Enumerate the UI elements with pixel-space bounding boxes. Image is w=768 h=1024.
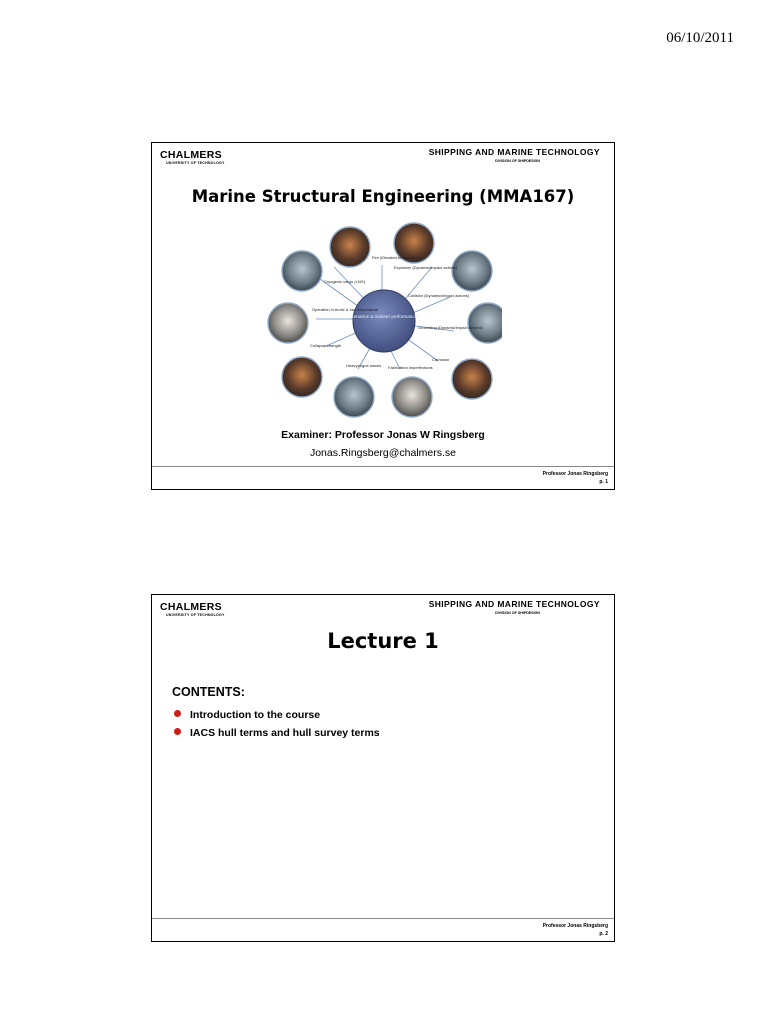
label-collapse: Collapse strength	[310, 343, 342, 348]
division-name: DIVISION OF SHIPDESIGN	[495, 159, 540, 163]
photo-corrosion	[452, 359, 492, 399]
photo-collapse	[282, 357, 322, 397]
photo-arctic	[268, 303, 308, 343]
list-item-text: Introduction to the course	[190, 709, 321, 721]
center-node-label: Scenarios & mariner performances	[348, 314, 420, 319]
label-lng: Cryogenic cargo (LNG)	[324, 279, 366, 284]
photo-fabrication	[392, 377, 432, 417]
footer-page-number: p. 1	[599, 479, 608, 485]
label-grounding: Grounding (Dynamic/impact actions)	[418, 325, 483, 330]
list-item	[172, 709, 380, 727]
center-node	[353, 290, 415, 352]
photo-grounding	[468, 303, 502, 343]
slide-footer	[152, 918, 614, 941]
slide-title: Marine Structural Engineering (MMA167)	[191, 187, 575, 206]
label-arctic: Operation in Arctic & low temperature	[312, 307, 379, 312]
contents-heading: CONTENTS:	[172, 685, 245, 699]
slide-title: Lecture 1	[327, 629, 439, 653]
examiner-email[interactable]: Jonas.Ringsberg@chalmers.se	[309, 447, 457, 459]
chalmers-logo-subtitle: UNIVERSITY OF TECHNOLOGY	[166, 613, 225, 617]
bullet-icon	[174, 728, 181, 735]
contents-list	[172, 709, 380, 745]
photo-fire	[330, 227, 370, 267]
label-corrosion: Corrosion	[432, 357, 450, 362]
slide-2	[151, 594, 615, 942]
chalmers-logo: CHALMERS	[160, 149, 222, 161]
examiner-line: Examiner: Professor Jonas W Ringsberg	[281, 429, 485, 441]
list-item	[172, 727, 380, 745]
photo-lng	[282, 251, 322, 291]
slide-1	[151, 142, 615, 490]
chalmers-logo: CHALMERS	[160, 601, 222, 613]
label-rogue-waves: Heavy/rogue waves	[346, 363, 382, 368]
slide-footer	[152, 466, 614, 489]
label-collision: Collision (Dynamic/impact actions)	[408, 293, 470, 298]
footer-author: Professor Jonas Ringsberg	[542, 471, 608, 477]
page-date: 06/10/2011	[666, 30, 734, 46]
slide-header	[152, 595, 614, 623]
photo-rogue-waves	[334, 377, 374, 417]
footer-page-number: p. 2	[599, 931, 608, 937]
department-name: SHIPPING AND MARINE TECHNOLOGY	[428, 147, 600, 157]
list-item-text: IACS hull terms and hull survey terms	[190, 727, 380, 739]
footer-author: Professor Jonas Ringsberg	[542, 923, 608, 929]
label-fabrication: Fabrication imperfections	[388, 365, 433, 370]
division-name: DIVISION OF SHIPDESIGN	[495, 611, 540, 615]
bullet-icon	[174, 710, 181, 717]
scenario-diagram	[262, 219, 502, 419]
label-explosion: Explosion (Dynamic/impact actions)	[394, 265, 458, 270]
label-fire: Fire (Elevated temperature)	[372, 255, 421, 260]
slide-header	[152, 143, 614, 171]
chalmers-logo-subtitle: UNIVERSITY OF TECHNOLOGY	[166, 161, 225, 165]
department-name: SHIPPING AND MARINE TECHNOLOGY	[428, 599, 600, 609]
photo-collision	[452, 251, 492, 291]
